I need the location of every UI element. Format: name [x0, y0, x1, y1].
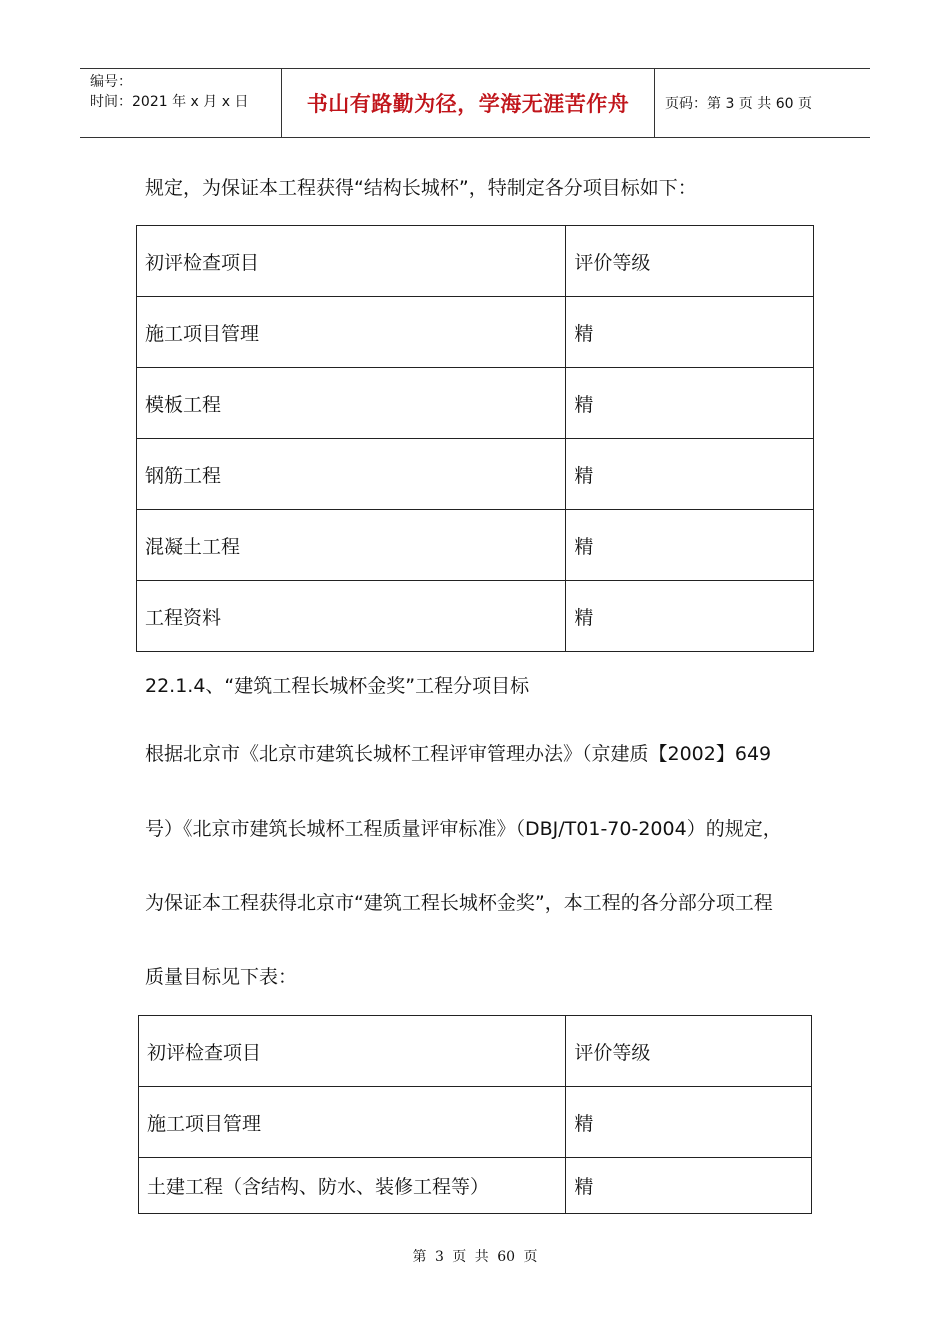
table-cell-grade: 精	[566, 510, 814, 581]
table-header-cell: 评价等级	[566, 1016, 812, 1087]
table-row	[137, 368, 814, 439]
header-page-cell	[655, 69, 870, 137]
body-paragraph-line: 质量目标见下表：	[145, 966, 298, 988]
header-meta-cell	[80, 69, 282, 137]
intro-paragraph: 规定，为保证本工程获得“结构长城杯”，特制定各分项目标如下：	[145, 177, 697, 199]
table-cell-item: 施工项目管理	[137, 297, 566, 368]
table-cell-grade: 精	[566, 1087, 812, 1158]
table-header-cell: 初评检查项目	[137, 226, 566, 297]
header-page-info: 页码：第 3 页 共 60 页	[665, 96, 812, 112]
document-header	[80, 68, 870, 138]
table-cell-grade: 精	[566, 439, 814, 510]
header-motto: 书山有路勤为径，学海无涯苦作舟	[306, 92, 630, 116]
table-row	[137, 510, 814, 581]
body-paragraph-line: 号）《北京市建筑长城杯工程质量评审标准》（DBJ/T01-70-2004）的规定，	[145, 818, 782, 840]
table-row	[137, 439, 814, 510]
table-cell-item: 工程资料	[137, 581, 566, 652]
table-cell-item: 混凝土工程	[137, 510, 566, 581]
header-motto-cell	[282, 69, 655, 137]
structure-cup-target-table	[136, 225, 814, 652]
table-cell-item: 施工项目管理	[139, 1087, 566, 1158]
table-header-row	[137, 226, 814, 297]
table-cell-grade: 精	[566, 368, 814, 439]
document-time-label: 时间：2021 年 x 月 x 日	[90, 94, 249, 110]
table-cell-item: 土建工程（含结构、防水、装修工程等）	[139, 1158, 566, 1214]
body-paragraph-line: 为保证本工程获得北京市“建筑工程长城杯金奖”，本工程的各分部分项工程	[145, 892, 773, 914]
body-paragraph-line: 根据北京市《北京市建筑长城杯工程评审管理办法》（京建质【2002】649	[145, 743, 772, 765]
table-cell-item: 钢筋工程	[137, 439, 566, 510]
table-header-row	[139, 1016, 812, 1087]
table-row	[139, 1158, 812, 1214]
table-row	[139, 1087, 812, 1158]
table-header-cell: 初评检查项目	[139, 1016, 566, 1087]
page-footer: 第 3 页 共 60 页	[412, 1249, 538, 1265]
section-heading: 22.1.4、“建筑工程长城杯金奖”工程分项目标	[145, 675, 530, 697]
table-row	[137, 297, 814, 368]
table-header-cell: 评价等级	[566, 226, 814, 297]
table-row	[137, 581, 814, 652]
table-cell-grade: 精	[566, 297, 814, 368]
table-cell-item: 模板工程	[137, 368, 566, 439]
gold-award-target-table	[138, 1015, 812, 1214]
table-cell-grade: 精	[566, 1158, 812, 1214]
document-number-label: 编号：	[90, 74, 132, 90]
table-cell-grade: 精	[566, 581, 814, 652]
